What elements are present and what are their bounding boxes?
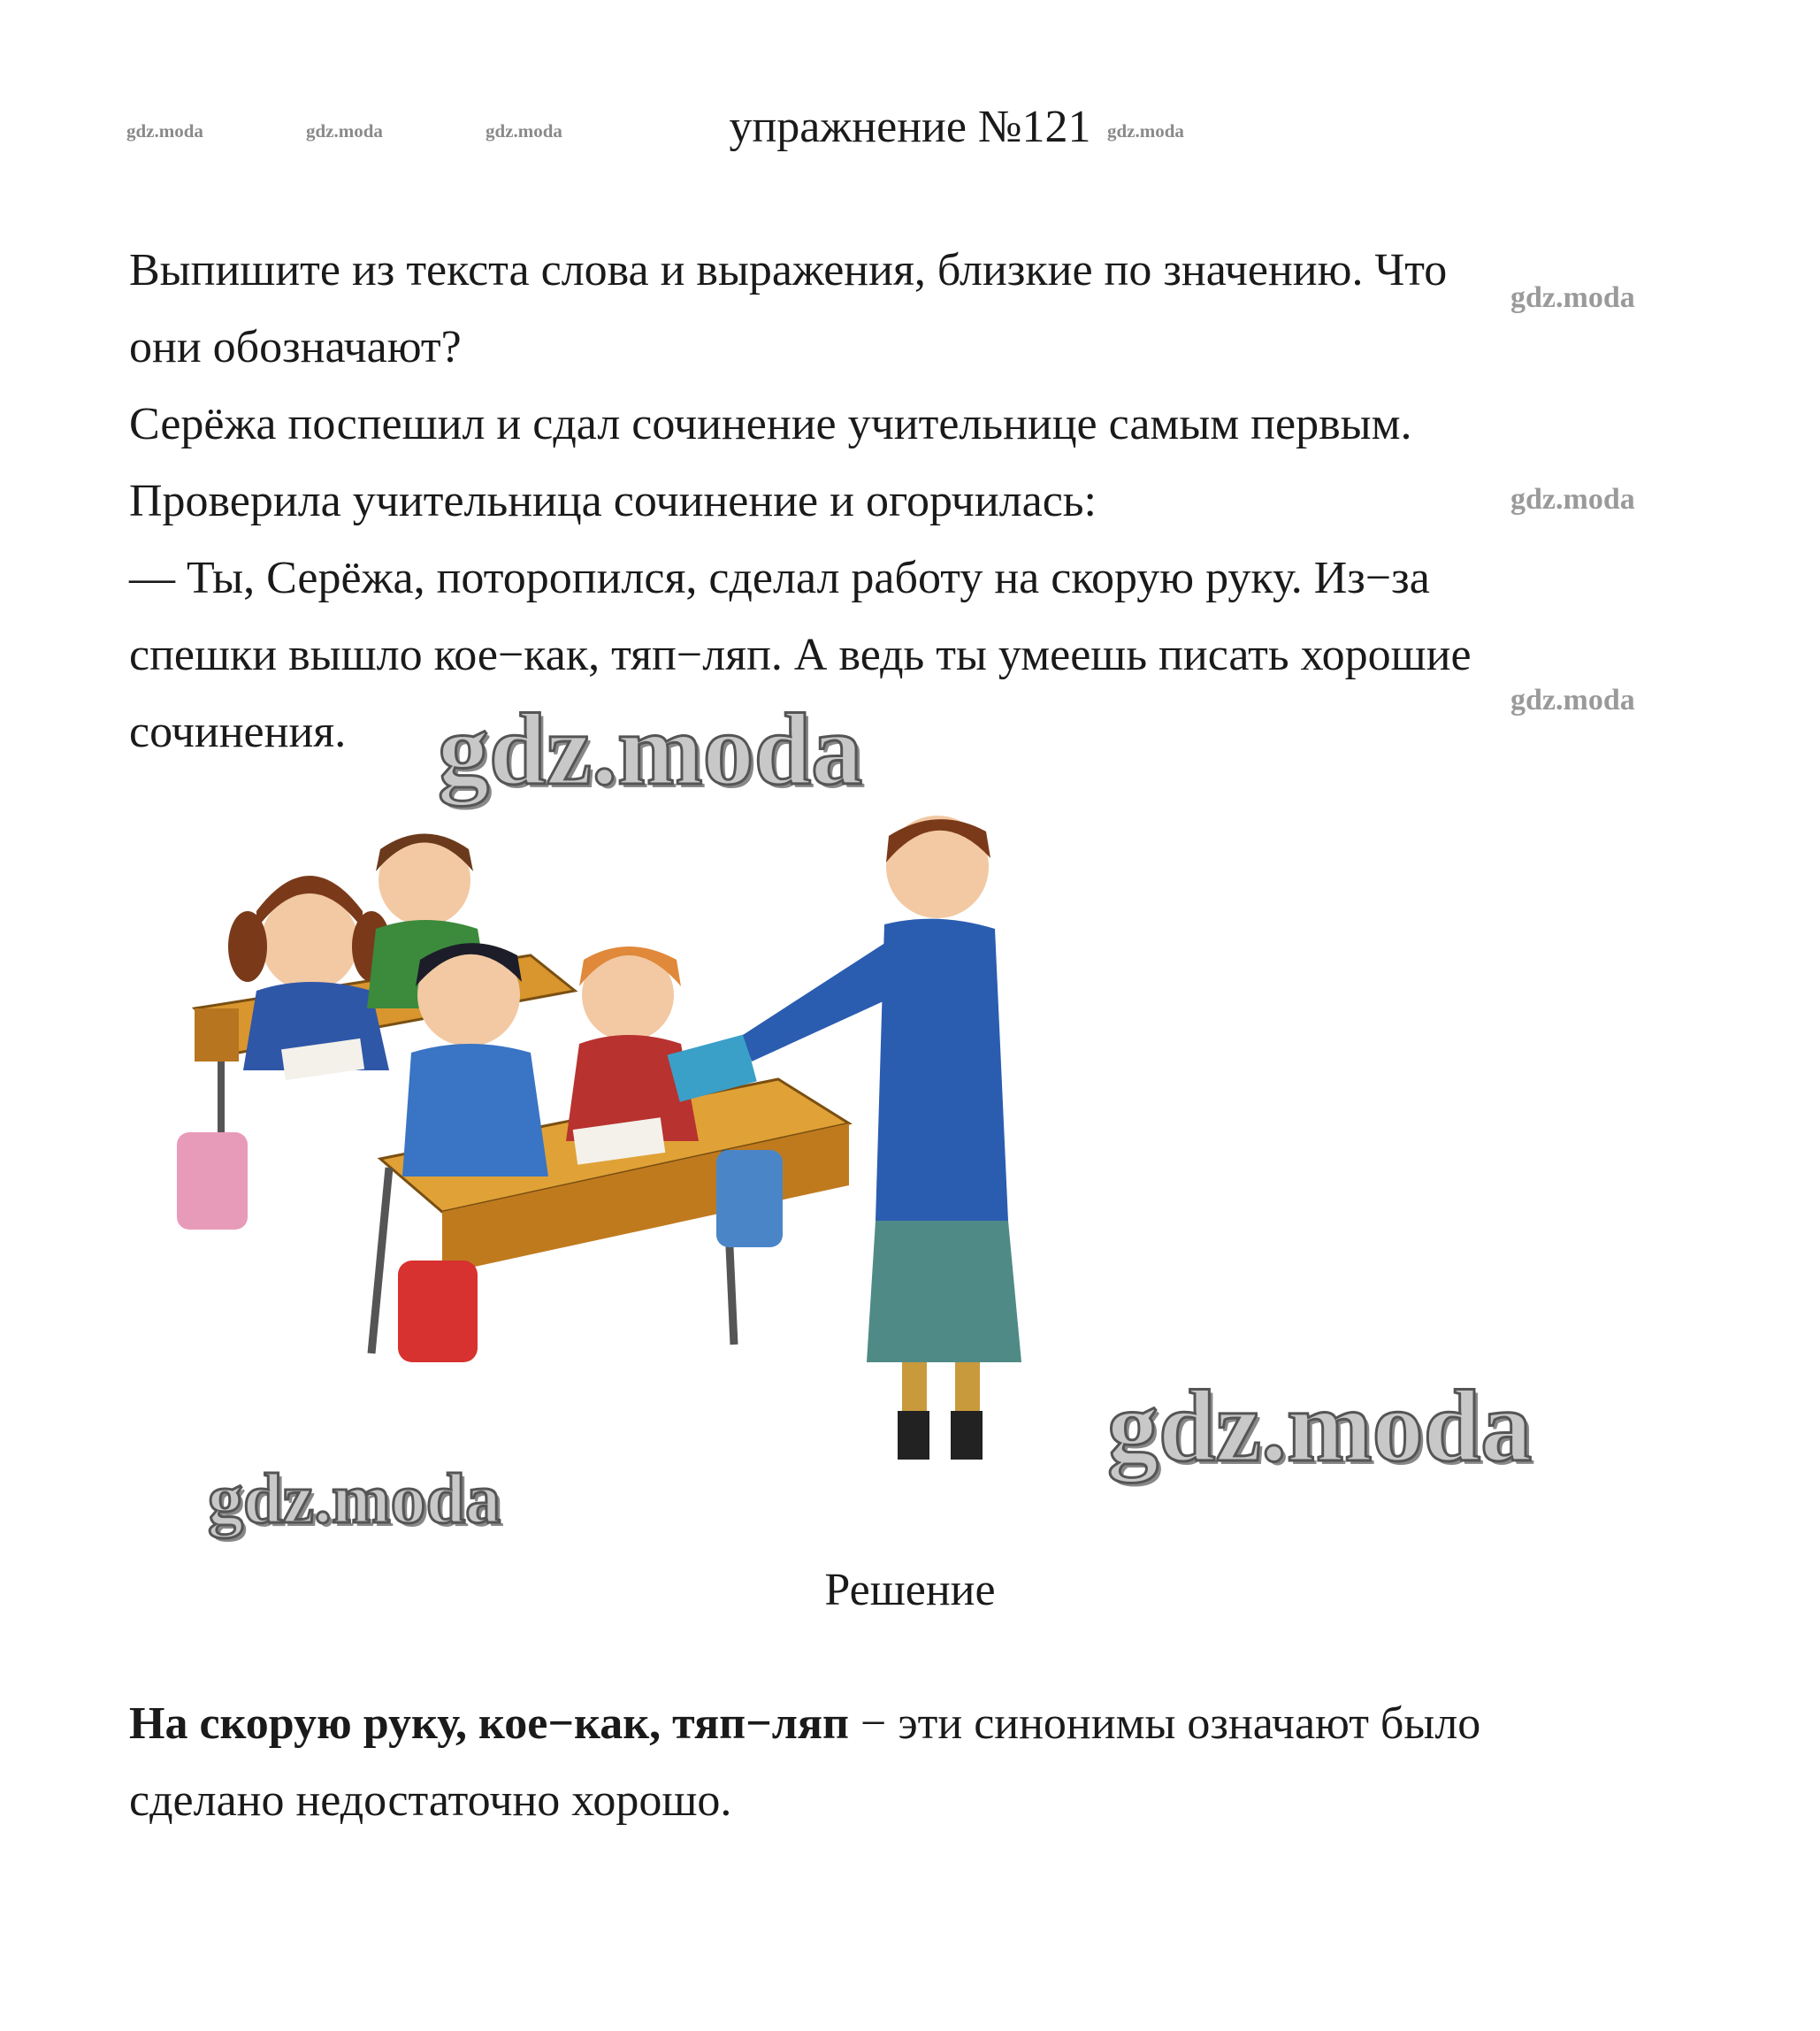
- task-line: сочинения.: [129, 707, 347, 757]
- watermark-mid: gdz.moda: [1510, 281, 1635, 314]
- answer-line-2: сделано недостаточно хорошо.: [129, 1775, 732, 1826]
- watermark-large: gdz.moda: [208, 1460, 501, 1538]
- answer-bold: На скорую руку, кое−как, тяп−ляп: [129, 1698, 849, 1749]
- task-line: Выпишите из текста слова и выражения, близкие по значению. Что: [129, 245, 1448, 295]
- answer-line-1: [129, 1685, 1721, 1762]
- classroom-illustration: [159, 778, 1097, 1477]
- watermark-large: gdz.moda: [438, 694, 863, 807]
- task-line: спешки вышло кое−как, тяп−ляп. А ведь ты умеешь писать хорошие: [129, 630, 1472, 680]
- watermark-mid: gdz.moda: [1510, 483, 1635, 516]
- watermark-small: gdz.moda: [1107, 120, 1184, 142]
- solution-label: Решение: [824, 1565, 996, 1615]
- page-title: упражнение №121: [729, 102, 1091, 152]
- watermark-small: gdz.moda: [486, 120, 562, 142]
- watermark-small: gdz.moda: [306, 120, 383, 142]
- answer-rest: − эти синонимы означают было: [849, 1698, 1481, 1749]
- answer-text: [129, 1685, 1721, 1839]
- watermark-small: gdz.moda: [126, 120, 203, 142]
- task-line: Проверила учительница сочинение и огорчилась:: [129, 476, 1097, 526]
- task-line: Серёжа поспешил и сдал сочинение учительнице самым первым.: [129, 399, 1412, 449]
- task-line: — Ты, Серёжа, поторопился, сделал работу на скорую руку. Из−за: [129, 553, 1430, 603]
- watermark-large: gdz.moda: [1107, 1370, 1533, 1483]
- task-line: они обозначают?: [129, 322, 462, 372]
- task-text: [129, 232, 1686, 770]
- watermark-mid: gdz.moda: [1510, 684, 1635, 717]
